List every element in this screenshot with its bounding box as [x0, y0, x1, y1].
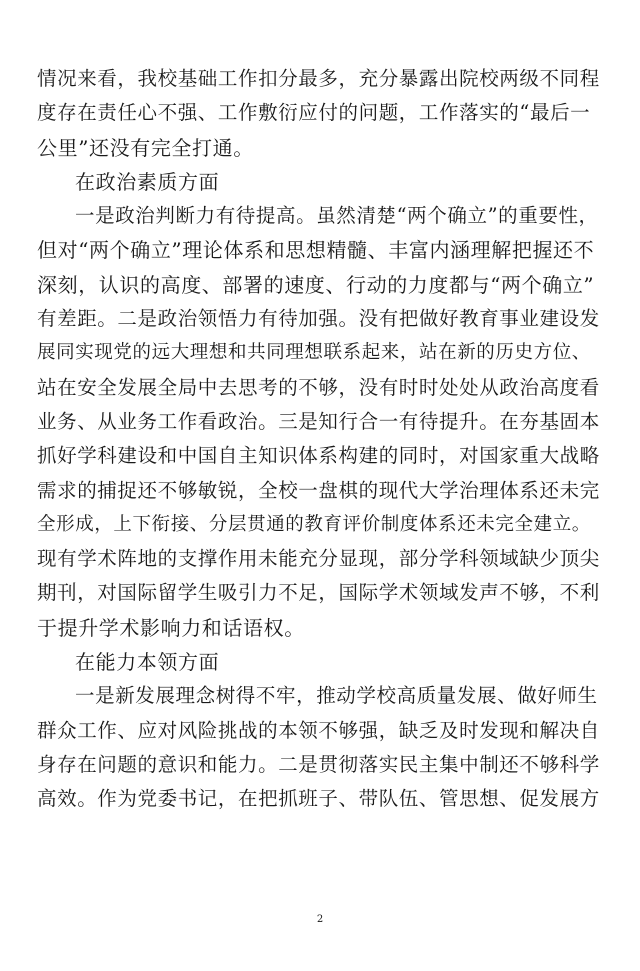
- text-line-15: 现有学术阵地的支撑作用未能充分显现，部分学科领域缺少顶尖: [37, 547, 600, 571]
- section-heading-capability: 在能力本领方面: [75, 650, 220, 675]
- text-line-14: 全形成，上下衔接、分层贯通的教育评价制度体系还未完全建立。: [37, 513, 591, 535]
- text-line-10: 站在安全发展全局中去思考的不够，没有时时处处从政治高度看: [37, 375, 600, 399]
- text-line-3: 公里”还没有完全打通。: [37, 135, 254, 160]
- text-line-20: 群众工作、应对风险挑战的本领不够强，缺乏及时发现和解决自: [37, 718, 600, 742]
- text-line-17: 于提升学术影响力和话语权。: [37, 615, 305, 640]
- text-line-1: 情况来看，我校基础工作扣分最多，充分暴露出院校两级不同程: [37, 67, 600, 90]
- text-line-5: 一是政治判断力有待提高。虽然清楚“两个确立”的重要性，: [75, 204, 599, 228]
- text-line-8: 有差距。二是政治领悟力有待加强。没有把做好教育事业建设发: [37, 307, 600, 331]
- page-number: 2: [316, 914, 324, 925]
- text-line-7: 深刻，认识的高度、部署的速度、行动的力度都与“两个确立”: [37, 272, 595, 297]
- text-line-22: 高效。作为党委书记，在把抓班子、带队伍、管思想、促发展方: [37, 787, 600, 811]
- text-line-16: 期刊，对国际留学生吸引力不足，国际学术领域发声不够，不利: [37, 581, 600, 605]
- text-line-13: 需求的捕捉还不够敏锐，全校一盘棋的现代大学治理体系还未完: [37, 478, 600, 502]
- text-line-19: 一是新发展理念树得不牢，推动学校高质量发展、做好师生: [75, 684, 598, 708]
- text-line-6: 但对“两个确立”理论体系和思想精髓、丰富内涵理解把握还不: [37, 238, 595, 263]
- body-text: [37, 62, 603, 817]
- text-line-21: 身存在问题的意识和能力。二是贯彻落实民主集中制还不够科学: [37, 752, 600, 776]
- text-line-11: 业务、从业务工作看政治。三是知行合一有待提升。在夯基固本: [37, 409, 600, 433]
- text-line-12: 抓好学科建设和中国自主知识体系构建的同时，对国家重大战略: [37, 444, 600, 468]
- section-heading-political-quality: 在政治素质方面: [75, 169, 220, 194]
- text-line-9: 展同实现党的远大理想和共同理想联系起来，站在新的历史方位、: [37, 342, 591, 364]
- text-line-2: 度存在责任心不强、工作敷衍应付的问题，工作落实的“最后一: [37, 101, 591, 125]
